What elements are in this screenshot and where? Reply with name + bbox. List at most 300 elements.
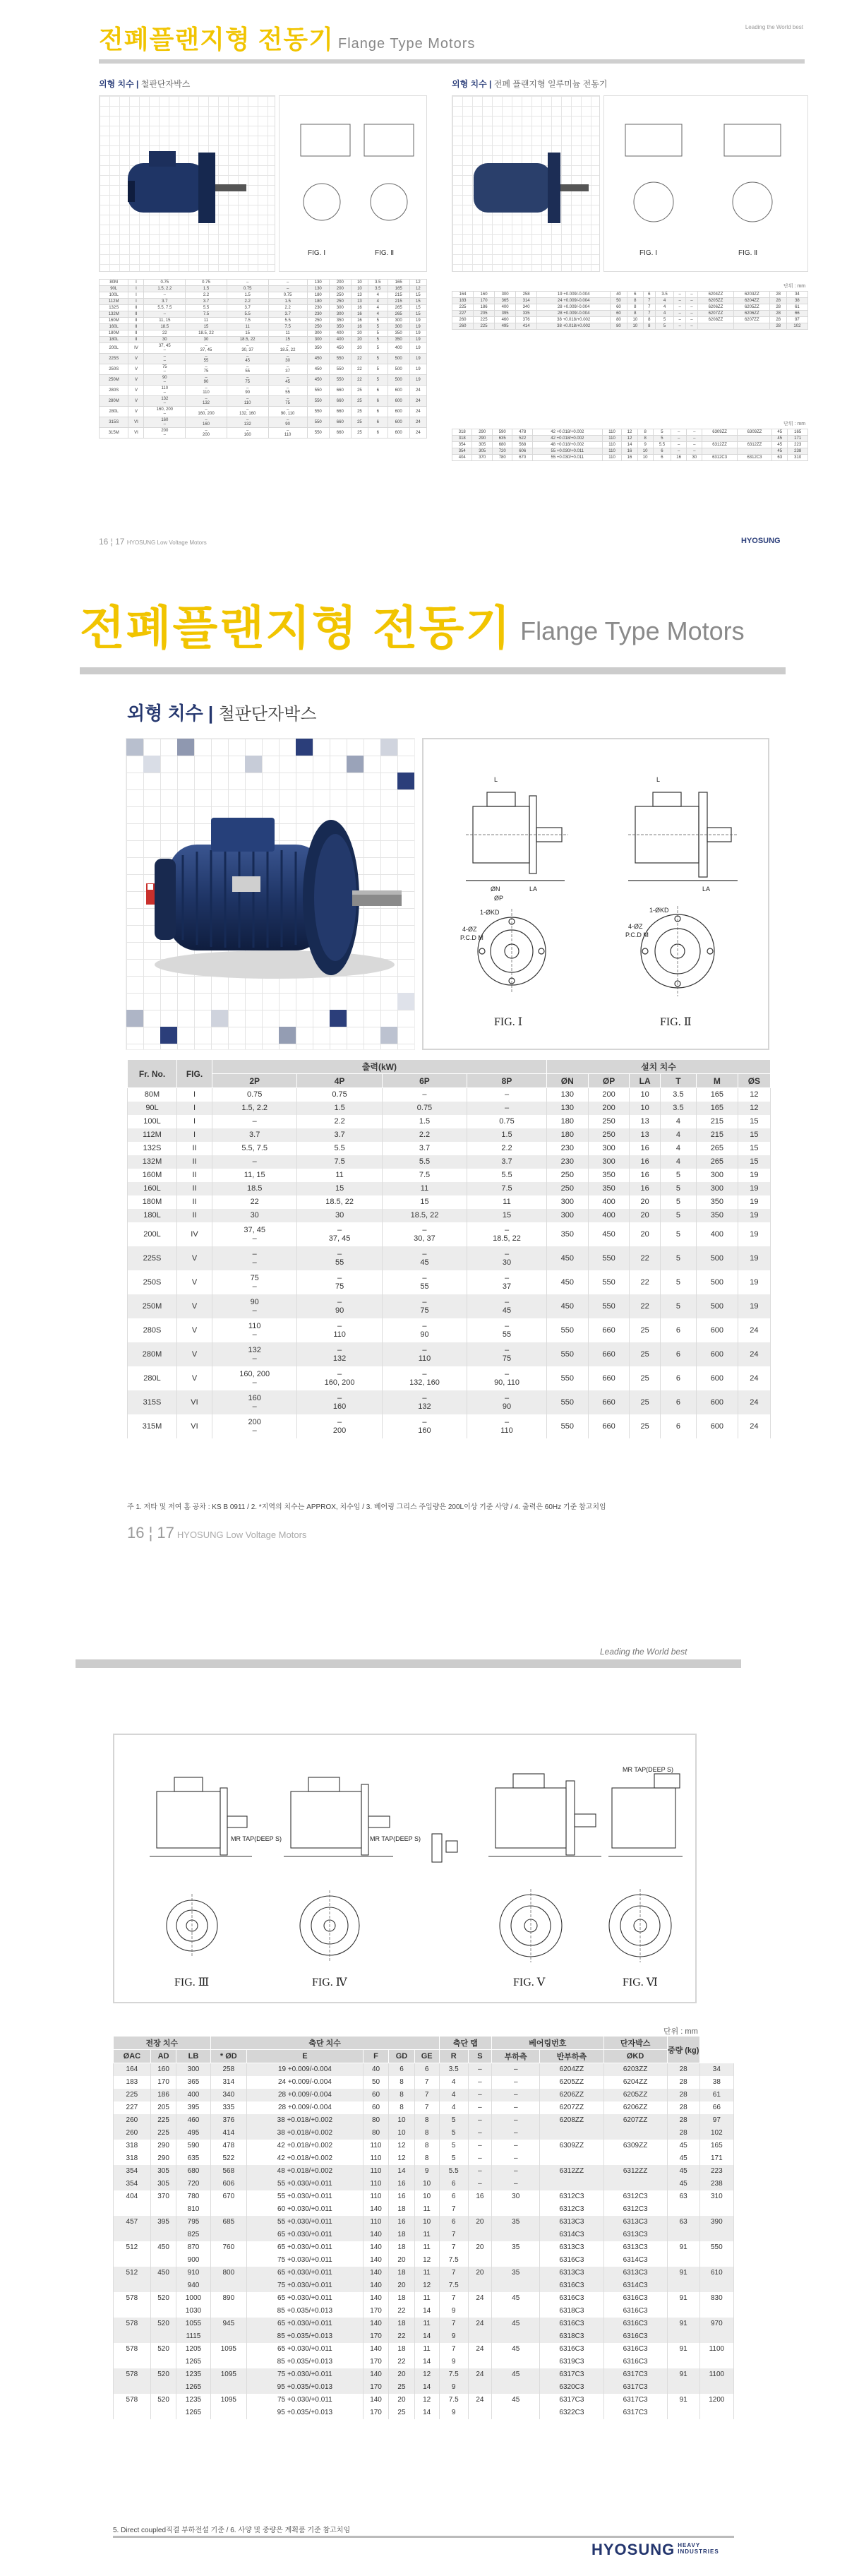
thumb-cell: – 160, 200 xyxy=(186,407,227,417)
thumb-cell: 550 xyxy=(329,364,351,375)
thumb-right-cell: 10 xyxy=(637,455,653,461)
thumb-right-row xyxy=(452,455,808,461)
thumb-row xyxy=(100,337,427,343)
thumb-right-cell: 7 xyxy=(643,304,655,311)
dimension-cell: 1115 xyxy=(176,2330,210,2343)
thumb-cell: 4 xyxy=(368,299,388,305)
thumb-row xyxy=(100,286,427,292)
thumb-right-fig1-label: FIG. Ⅰ xyxy=(639,249,658,257)
dimension-cell: 110 xyxy=(363,2140,389,2152)
outline-drawing-2 xyxy=(114,1735,698,2005)
thumb-cell: 132S xyxy=(100,305,128,311)
spec-cell: 230 xyxy=(546,1142,588,1155)
dimension-cell xyxy=(468,2305,491,2318)
spec-cell: II xyxy=(177,1195,212,1209)
thumb-cell: 7.5 xyxy=(186,311,227,318)
dimension-cell xyxy=(114,2254,151,2267)
spec-cell: 112M xyxy=(128,1128,177,1142)
thumb-cell: 450 xyxy=(307,354,329,364)
thumb-right-cell: – xyxy=(687,442,702,448)
thumb-right-cell: 635 xyxy=(492,436,512,442)
dimension-cell: – xyxy=(468,2076,491,2089)
dimension-cell: 110 xyxy=(363,2216,389,2229)
thumb-cell: – 132 xyxy=(186,396,227,407)
thumb-right-cell: 16 xyxy=(622,448,637,455)
dimension-cell: 6312C3 xyxy=(603,2190,667,2203)
dimension-cell: 22 xyxy=(389,2356,414,2368)
thumb-cell: 0.75 xyxy=(144,280,186,286)
spec-row xyxy=(128,1318,771,1342)
spec-cell: 600 xyxy=(696,1414,738,1438)
thumb-cell: 265 xyxy=(388,311,409,318)
dimension-cell: 6205ZZ xyxy=(540,2076,603,2089)
spec-cell: 450 xyxy=(546,1246,588,1270)
thumb-right-cell: 30 xyxy=(687,455,702,461)
spec-cell: 18.5, 22 xyxy=(382,1209,467,1222)
thumb-right-cell: 6208ZZ xyxy=(697,317,733,323)
thumb-right-cell: 6205ZZ xyxy=(697,298,733,304)
thumb-right-cell: 16 xyxy=(622,455,637,461)
thumb-right-cell: 110 xyxy=(602,436,622,442)
thumb-right-cell: 42 +0.018/+0.002 xyxy=(532,429,602,436)
spec-cell: 200 xyxy=(588,1102,630,1115)
spec-cell: 215 xyxy=(696,1128,738,1142)
header-tagline: Leading the World best xyxy=(600,1647,687,1657)
spec-cell: 350 xyxy=(696,1195,738,1209)
thumb-right-cell: 7 xyxy=(643,298,655,304)
dimension-cell: 34 xyxy=(699,2063,733,2076)
dimension-cell: 186 xyxy=(150,2089,176,2101)
dimension-cell: 6316C3 xyxy=(603,2356,667,2368)
dimension-cell: 550 xyxy=(699,2241,733,2254)
outline-drawing xyxy=(424,739,771,1051)
dimension-cell: 140 xyxy=(363,2229,389,2241)
dimension-cell: 4 xyxy=(439,2076,468,2089)
thumb-right-cell: 170 xyxy=(474,298,495,304)
dimension-cell xyxy=(210,2203,246,2216)
dimension-cell: 1205 xyxy=(176,2343,210,2356)
thumb-right-cell: 34 xyxy=(786,292,807,298)
dimension-cell: 318 xyxy=(114,2152,151,2165)
thumb-cell: 3.5 xyxy=(368,286,388,292)
thumb-cell: 200 – xyxy=(144,428,186,439)
dimension-cell: 25 xyxy=(389,2381,414,2394)
thumb-row xyxy=(100,311,427,318)
dimension-cell xyxy=(540,2127,603,2140)
spec-row xyxy=(128,1246,771,1270)
thumb-cell: – 30, 37 xyxy=(227,343,268,354)
thumb-right-tbody1 xyxy=(452,292,808,330)
spec-cell: 19 xyxy=(738,1246,770,1270)
dimension-cell: 6313C3 xyxy=(603,2267,667,2279)
thumb-right-cell: 61 xyxy=(786,304,807,311)
dimension-cell: 305 xyxy=(150,2178,176,2190)
dimension-cell: 140 xyxy=(363,2203,389,2216)
thumb-right-cell: 16 xyxy=(671,455,687,461)
thumb-right-row xyxy=(452,442,808,448)
spec-cell: 400 xyxy=(588,1209,630,1222)
dimension-cell: – xyxy=(468,2101,491,2114)
col-s2: S xyxy=(468,2050,491,2063)
spec-row xyxy=(128,1222,771,1246)
dimension-cell: 414 xyxy=(210,2127,246,2140)
dimension-cell: 45 xyxy=(667,2152,699,2165)
dimension-cell: 24 xyxy=(468,2343,491,2356)
spec-cell: 200 – xyxy=(212,1414,297,1438)
dimension-cell: 6204ZZ xyxy=(603,2076,667,2089)
thumb-right-cell: 4 xyxy=(655,311,674,317)
dimension-cell: 28 +0.009/-0.004 xyxy=(247,2101,364,2114)
thumb-cell: 132 – xyxy=(144,396,186,407)
dimension-cell: 140 xyxy=(363,2254,389,2267)
thumb-right-cell: 290 xyxy=(472,429,492,436)
dimension-row xyxy=(114,2165,734,2178)
dimension-cell xyxy=(603,2127,667,2140)
spec-cell: – 75 xyxy=(382,1294,467,1318)
dimension-cell: 5 xyxy=(439,2127,468,2140)
dimension-cell: 7 xyxy=(439,2241,468,2254)
spec-cell: 24 xyxy=(738,1342,770,1366)
dimension-cell: 795 xyxy=(176,2216,210,2229)
thumb-cell: – 90 xyxy=(268,417,307,428)
dimension-cell: 520 xyxy=(150,2292,176,2305)
dimension-cell: – xyxy=(492,2127,540,2140)
spec-cell: 250 xyxy=(546,1182,588,1195)
dimension-cell: 6316C3 xyxy=(540,2292,603,2305)
dimension-cell: 7 xyxy=(439,2267,468,2279)
thumb-cell: 6 xyxy=(368,428,388,439)
thumb-cell: 350 xyxy=(329,324,351,330)
dimension-row xyxy=(114,2305,734,2318)
dimension-cell: 6316C3 xyxy=(540,2279,603,2292)
dimension-cell: 1265 xyxy=(176,2407,210,2419)
dimension-cell: 6313C3 xyxy=(540,2216,603,2229)
thumb-cell: V xyxy=(128,396,144,407)
dimension-cell: 578 xyxy=(114,2368,151,2381)
dimension-cell: 6317C3 xyxy=(540,2368,603,2381)
dimension-row xyxy=(114,2407,734,2419)
dimension-cell: 7.5 xyxy=(439,2394,468,2407)
dimension-cell: 760 xyxy=(210,2241,246,2254)
dimension-row xyxy=(114,2343,734,2356)
thumb-right-cell: 12 xyxy=(622,429,637,436)
dimension-cell: 35 xyxy=(492,2267,540,2279)
dimension-row xyxy=(114,2241,734,2254)
dimension-cell: 25 xyxy=(389,2407,414,2419)
spec-row xyxy=(128,1088,771,1102)
dimension-cell: 14 xyxy=(414,2305,439,2318)
col-s: ØS xyxy=(738,1074,770,1088)
thumb-right-drawing xyxy=(603,95,808,272)
dimension-cell: 170 xyxy=(150,2076,176,2089)
dimension-cell xyxy=(150,2254,176,2267)
thumb-cell: V xyxy=(128,407,144,417)
thumb-cell: 15 xyxy=(409,311,426,318)
spec-cell: 3.5 xyxy=(660,1102,696,1115)
dimension-cell: 223 xyxy=(699,2165,733,2178)
spec-cell: 2.2 xyxy=(467,1142,547,1155)
spec-cell: – 75 xyxy=(467,1342,547,1366)
fig3-label: FIG. Ⅲ xyxy=(174,1976,210,1988)
spec-cell: – 18.5, 22 xyxy=(467,1222,547,1246)
spec-cell: V xyxy=(177,1270,212,1294)
spec-cell: 6 xyxy=(660,1390,696,1414)
thumb-right-cell: 12 xyxy=(622,436,637,442)
spec-cell: 11 xyxy=(297,1169,382,1182)
dimension-cell: 6203ZZ xyxy=(603,2063,667,2076)
dimension-cell: 354 xyxy=(114,2165,151,2178)
dimension-cell: 28 xyxy=(667,2076,699,2089)
thumb-cell: 280M xyxy=(100,396,128,407)
dimension-cell xyxy=(540,2152,603,2165)
dimension-cell: 670 xyxy=(210,2190,246,2203)
thumb-left-sub-kr: 철판단자박스 xyxy=(140,79,191,89)
thumb-cell: – 132 xyxy=(227,417,268,428)
spec-cell: II xyxy=(177,1155,212,1169)
dimension-cell: 9 xyxy=(439,2330,468,2343)
thumb-cell: 110 – xyxy=(144,386,186,396)
thumb-cell: 1.5 xyxy=(186,286,227,292)
spec-cell: 24 xyxy=(738,1390,770,1414)
thumb-cell: 18.5 xyxy=(144,324,186,330)
thumb-right-cell: 6312ZZ xyxy=(737,442,771,448)
thumb-cell: 300 xyxy=(329,311,351,318)
thumb-right-cell: 97 xyxy=(786,317,807,323)
thumb-left-subtitle: 외형 치수 | 철판단자박스 xyxy=(99,79,191,89)
dimension-cell xyxy=(492,2203,540,2216)
dimension-cell: 45 xyxy=(667,2165,699,2178)
dimension-cell: 14 xyxy=(414,2407,439,2419)
thumb-right-cell: 28 xyxy=(770,311,786,317)
thumb-right-cell: 110 xyxy=(602,429,622,436)
thumb-cell: 280S xyxy=(100,386,128,396)
dimension-cell: 890 xyxy=(210,2292,246,2305)
spec-cell: 5 xyxy=(660,1209,696,1222)
thumb-cell: 1.5 xyxy=(227,292,268,299)
thumb-right-cell: 205 xyxy=(474,311,495,317)
dimension-cell xyxy=(210,2330,246,2343)
spec-cell: 25 xyxy=(630,1366,660,1390)
thumb-right-fig2-label: FIG. Ⅱ xyxy=(738,249,758,257)
dimension-row xyxy=(114,2229,734,2241)
spec-cell: 90L xyxy=(128,1102,177,1115)
thumb-cell: 7.5 xyxy=(268,324,307,330)
spec-cell: 15 xyxy=(738,1128,770,1142)
dimension-cell: 225 xyxy=(150,2127,176,2140)
spec-cell: 350 xyxy=(588,1182,630,1195)
dimension-cell xyxy=(114,2330,151,2343)
thumb-right-cell: 720 xyxy=(492,448,512,455)
dimension-cell: 1055 xyxy=(176,2318,210,2330)
spec-cell: 180 xyxy=(546,1128,588,1142)
spec-cell: 5.5 xyxy=(382,1155,467,1169)
thumb-cell: 500 xyxy=(388,375,409,386)
dimension-cell: – xyxy=(468,2178,491,2190)
spec-cell: 550 xyxy=(588,1246,630,1270)
spec-cell: 110 – xyxy=(212,1318,297,1342)
thumb-cell: 24 xyxy=(409,407,426,417)
dimension-cell xyxy=(150,2229,176,2241)
spec-cell: 6 xyxy=(660,1366,696,1390)
thumb-cell: – 75 xyxy=(227,375,268,386)
spec-cell: 16 xyxy=(630,1169,660,1182)
dimension-cell: 170 xyxy=(363,2356,389,2368)
dimension-cell: 6316C3 xyxy=(603,2305,667,2318)
thumb-right-cell: 45 xyxy=(772,436,788,442)
thumb-cell: 5 xyxy=(368,375,388,386)
dimension-cell: 305 xyxy=(150,2165,176,2178)
dimension-cell: 110 xyxy=(363,2190,389,2203)
page2-rule xyxy=(76,1659,741,1668)
thumb-cell: II xyxy=(128,305,144,311)
thumb-right-cell: – xyxy=(674,317,686,323)
spec-cell: – xyxy=(467,1102,547,1115)
dimension-cell: 6313C3 xyxy=(603,2229,667,2241)
dimension-row xyxy=(114,2076,734,2089)
thumb-right-cell: – xyxy=(671,429,687,436)
dimension-cell: 35 xyxy=(492,2216,540,2229)
thumb-cell: – 160 xyxy=(186,417,227,428)
thumb-right-cell: 80 xyxy=(611,323,627,330)
page-title-kr: 전폐플랜지형 전동기 xyxy=(80,602,512,654)
thumb-right-cell: 522 xyxy=(512,436,532,442)
dimension-cell: 85 +0.035/+0.013 xyxy=(247,2330,364,2343)
spec-cell: 550 xyxy=(546,1342,588,1366)
spec-cell: 4 xyxy=(660,1142,696,1155)
thumb-row xyxy=(100,396,427,407)
dimension-cell: 7 xyxy=(414,2089,439,2101)
thumb-right-cell xyxy=(702,436,737,442)
dimension-cell: 20 xyxy=(468,2267,491,2279)
thumb-right-cell: 310 xyxy=(788,455,808,461)
spec-cell: 10 xyxy=(630,1088,660,1102)
dimension-row xyxy=(114,2089,734,2101)
thumb-right-cell: 6204ZZ xyxy=(697,292,733,298)
thumb-cell: – xyxy=(268,286,307,292)
tap-label-2: MR TAP(DEEP S) xyxy=(370,1835,421,1842)
dimension-row xyxy=(114,2063,734,2076)
spec-cell: 6 xyxy=(660,1318,696,1342)
spec-cell: 0.75 xyxy=(212,1088,297,1102)
dimension-cell: 63 xyxy=(667,2190,699,2203)
spec-cell: – 132 xyxy=(382,1390,467,1414)
thumb-cell: 5 xyxy=(368,364,388,375)
dimension-cell xyxy=(468,2279,491,2292)
thumb-cell: II xyxy=(128,330,144,337)
dimension-cell: 55 +0.030/+0.011 xyxy=(247,2190,364,2203)
thumb-right-cell: 260 xyxy=(452,323,474,330)
col-e: E xyxy=(247,2050,364,2063)
spec-cell: – 160, 200 xyxy=(297,1366,382,1390)
dimension-cell: 365 xyxy=(176,2076,210,2089)
spec-cell: 37, 45 – xyxy=(212,1222,297,1246)
thumb-cell: 230 xyxy=(307,305,329,311)
dimension-row xyxy=(114,2279,734,2292)
dimension-cell: 20 xyxy=(468,2241,491,2254)
dimension-row xyxy=(114,2216,734,2229)
thumb-cell: – 200 xyxy=(186,428,227,439)
dimension-cell xyxy=(667,2254,699,2267)
dimension-cell: 520 xyxy=(150,2368,176,2381)
thumb-cell: 160, 200 – xyxy=(144,407,186,417)
thumb-cell: 550 xyxy=(307,386,329,396)
spec-cell: – 37, 45 xyxy=(297,1222,382,1246)
spec-cell: 400 xyxy=(588,1195,630,1209)
thumb-cell: 15 xyxy=(268,337,307,343)
spec-cell: 15 xyxy=(297,1182,382,1195)
dimension-cell: 160 xyxy=(150,2063,176,2076)
dimension-cell: 720 xyxy=(176,2178,210,2190)
thumb-right-cell: 238 xyxy=(788,448,808,455)
thumb-right-cell xyxy=(697,323,733,330)
thumb-cell: 600 xyxy=(388,428,409,439)
col-fig: FIG. xyxy=(177,1060,212,1088)
thumb-cell: 280L xyxy=(100,407,128,417)
dimension-cell xyxy=(114,2279,151,2292)
thumb-cell: II xyxy=(128,311,144,318)
dimension-cell: 8 xyxy=(414,2152,439,2165)
thumb-right-subtitle: 외형 치수 | 전폐 플랜지형 일루미늄 전동기 xyxy=(452,79,608,89)
dimension-cell: 1200 xyxy=(699,2394,733,2407)
col-gd: GD xyxy=(389,2050,414,2063)
thumb-cell: 80M xyxy=(100,280,128,286)
thumb-left-tbody xyxy=(100,280,427,439)
thumb-cell: 20 xyxy=(351,330,368,337)
spec-table-body xyxy=(128,1088,771,1438)
spec-cell: – 30, 37 xyxy=(382,1222,467,1246)
thumb-cell: 160 – xyxy=(144,417,186,428)
dimension-cell: 260 xyxy=(114,2127,151,2140)
spec-cell: 350 xyxy=(546,1222,588,1246)
thumb-cell: 4 xyxy=(368,292,388,299)
dimension-cell: 75 +0.030/+0.011 xyxy=(247,2279,364,2292)
dimension-cell: 460 xyxy=(176,2114,210,2127)
thumb-right-cell: 55 +0.030/+0.011 xyxy=(532,448,602,455)
spec-cell: 660 xyxy=(588,1366,630,1390)
spec-cell: 16 xyxy=(630,1142,660,1155)
spec-cell: 100L xyxy=(128,1115,177,1128)
thumb-title-kr: 전폐플랜지형 전동기 xyxy=(99,25,334,54)
dimension-cell: 45 xyxy=(492,2292,540,2305)
spec-cell: 180 xyxy=(546,1115,588,1128)
spec-cell: 4 xyxy=(660,1128,696,1142)
col-weight: 중량 (kg) xyxy=(667,2037,699,2063)
thumb-right-cell: 28 xyxy=(770,298,786,304)
thumb-cell: 315M xyxy=(100,428,128,439)
thumb-cell: 250 xyxy=(307,324,329,330)
thumb-right-cell: 42 +0.018/+0.002 xyxy=(532,436,602,442)
thumb-cell: 500 xyxy=(388,364,409,375)
dimension-cell: 1000 xyxy=(176,2292,210,2305)
dimension-cell: 400 xyxy=(176,2089,210,2101)
thumb-cell: 19 xyxy=(409,337,426,343)
col-ac: ØAC xyxy=(114,2050,151,2063)
thumb-cell: 22 xyxy=(144,330,186,337)
dimension-cell: 65 +0.030/+0.011 xyxy=(247,2318,364,2330)
dimension-cell: 870 xyxy=(176,2241,210,2254)
thumb-cell: 350 xyxy=(307,343,329,354)
spec-cell: 15 xyxy=(738,1115,770,1128)
thumb-cell: 165 xyxy=(388,286,409,292)
dimension-cell: 6317C3 xyxy=(603,2368,667,2381)
thumb-cell: 6 xyxy=(368,396,388,407)
dimension-cell: 6316C3 xyxy=(603,2343,667,2356)
thumb-right-cell: 28 xyxy=(770,292,786,298)
thumb-right-cell: 60 xyxy=(611,304,627,311)
dim-label-LA2: LA xyxy=(702,886,711,893)
dimension-row xyxy=(114,2127,734,2140)
spec-cell: 15 xyxy=(738,1142,770,1155)
